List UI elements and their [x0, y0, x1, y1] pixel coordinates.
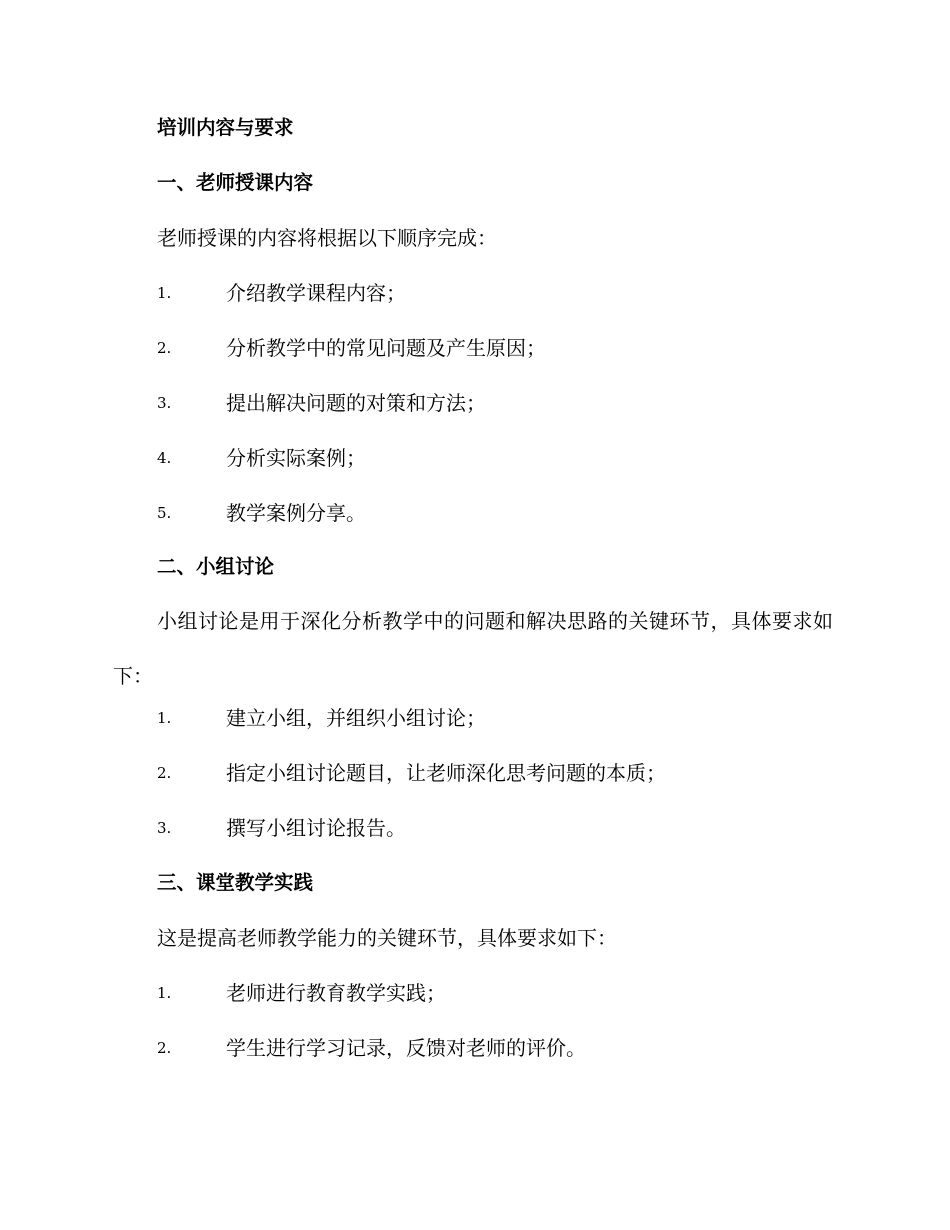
list-item: 撰写小组讨论报告。: [226, 816, 406, 840]
list-item: 分析教学中的常见问题及产生原因；: [226, 336, 546, 360]
section-heading-3: 三、课堂教学实践: [157, 871, 314, 894]
list-item: 学生进行学习记录，反馈对老师的评价。: [226, 1036, 586, 1060]
list-item-number: 1.: [157, 284, 172, 302]
list-item: 介绍教学课程内容；: [226, 281, 406, 305]
section-heading-2: 二、小组讨论: [157, 555, 275, 578]
list-item: 指定小组讨论题目，让老师深化思考问题的本质；: [226, 761, 666, 785]
section-intro-3: 这是提高老师教学能力的关键环节，具体要求如下：: [157, 926, 617, 950]
list-item-number: 2.: [157, 339, 172, 357]
section-heading-1: 一、老师授课内容: [157, 171, 314, 194]
list-item: 分析实际案例；: [226, 446, 366, 470]
list-item: 提出解决问题的对策和方法；: [226, 391, 486, 415]
section-intro-1: 老师授课的内容将根据以下顺序完成：: [157, 226, 497, 250]
list-item: 教学案例分享。: [226, 501, 366, 525]
list-item-number: 3.: [157, 819, 172, 837]
list-item-number: 1.: [157, 984, 172, 1002]
list-item-number: 4.: [157, 449, 172, 467]
document-title: 培训内容与要求: [157, 116, 294, 139]
section-intro-2: 小组讨论是用于深化分析教学中的问题和解决思路的关键环节，具体要求如下：: [113, 609, 833, 688]
list-item: 建立小组，并组织小组讨论；: [226, 706, 486, 730]
list-item-number: 5.: [157, 504, 172, 522]
list-item-number: 1.: [157, 709, 172, 727]
list-item-number: 2.: [157, 764, 172, 782]
list-item-number: 3.: [157, 394, 172, 412]
list-item: 老师进行教育教学实践；: [226, 981, 446, 1005]
list-item-number: 2.: [157, 1039, 172, 1057]
